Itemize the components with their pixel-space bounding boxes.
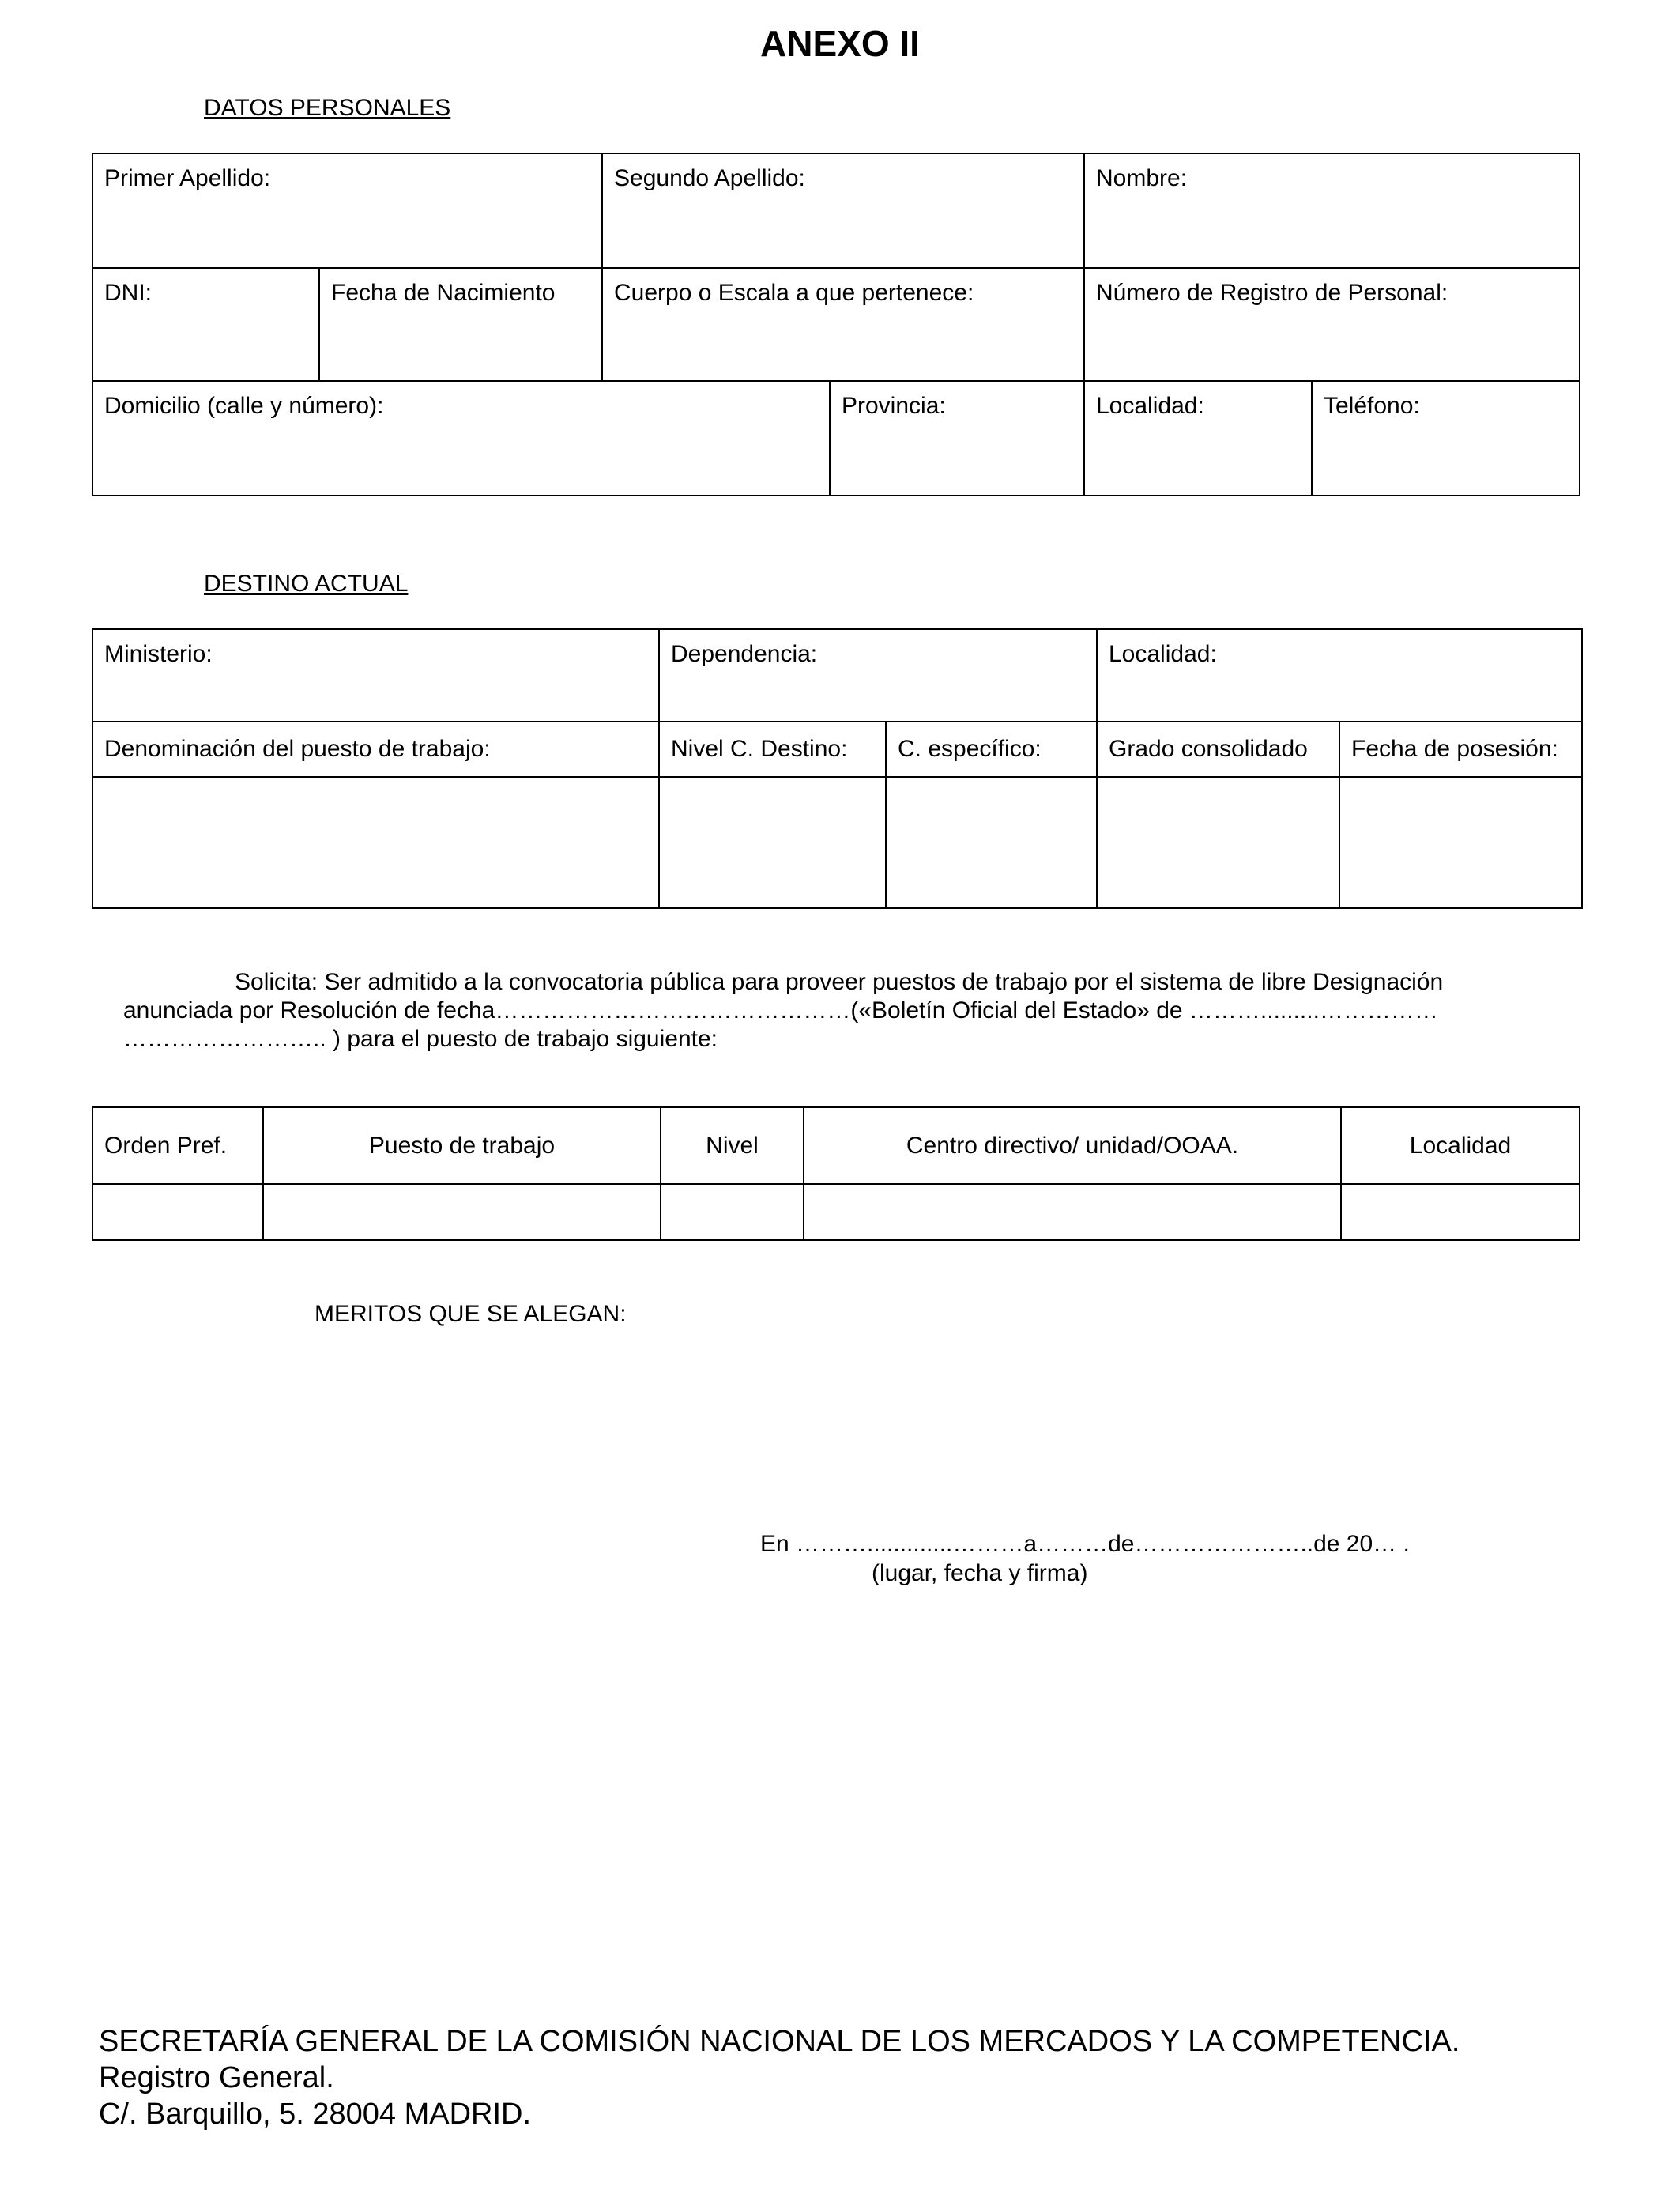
header-c-especifico	[886, 722, 1097, 777]
label-nivel-destino: Nivel C. Destino:	[671, 736, 848, 762]
firma-caption: (lugar, fecha y firma)	[872, 1560, 1088, 1586]
label-orden-pref: Orden Pref.	[104, 1132, 228, 1159]
section-heading-destino-actual: DESTINO ACTUAL	[204, 571, 409, 597]
label-nombre: Nombre:	[1096, 165, 1188, 191]
label-domicilio: Domicilio (calle y número):	[104, 393, 384, 419]
header-grado	[1097, 722, 1339, 777]
page-title: ANEXO II	[760, 23, 920, 64]
puestos-header-orden	[92, 1107, 263, 1184]
label-denominacion: Denominación del puesto de trabajo:	[104, 736, 491, 762]
label-cuerpo-escala: Cuerpo o Escala a que pertenece:	[614, 280, 974, 306]
field-nrp[interactable]	[1084, 268, 1580, 381]
solicita-line-1: Solicita: Ser admitido a la convocatoria pública para proveer puestos de trabajo por el sistema de libre Designación	[235, 969, 1444, 995]
puestos-header-nivel	[661, 1107, 804, 1184]
label-localidad: Localidad:	[1096, 393, 1204, 419]
label-ministerio: Ministerio:	[104, 641, 213, 667]
puestos-header-puesto	[263, 1107, 661, 1184]
field-segundo-apellido[interactable]	[602, 153, 1084, 268]
label-dependencia: Dependencia:	[671, 641, 818, 667]
field-cuerpo-escala[interactable]	[602, 268, 1084, 381]
footer-line-2: Registro General.	[99, 2061, 334, 2094]
field-domicilio[interactable]	[92, 381, 830, 496]
footer-line-3: C/. Barquillo, 5. 28004 MADRID.	[99, 2098, 532, 2131]
input-denominacion[interactable]	[92, 777, 659, 908]
label-primer-apellido: Primer Apellido:	[104, 165, 271, 191]
field-localidad-destino[interactable]	[1097, 629, 1582, 722]
field-primer-apellido[interactable]	[92, 153, 602, 268]
label-segundo-apellido: Segundo Apellido:	[614, 165, 805, 191]
label-nivel: Nivel	[706, 1132, 759, 1159]
label-puestos-localidad: Localidad	[1409, 1132, 1512, 1159]
puestos-input-nivel[interactable]	[661, 1184, 804, 1240]
puestos-input-localidad[interactable]	[1341, 1184, 1580, 1240]
label-puesto-trabajo: Puesto de trabajo	[368, 1132, 556, 1159]
puestos-input-puesto[interactable]	[263, 1184, 661, 1240]
section-heading-datos-personales: DATOS PERSONALES	[204, 95, 451, 121]
field-dependencia[interactable]	[659, 629, 1097, 722]
field-dni[interactable]	[92, 268, 319, 381]
label-localidad-destino: Localidad:	[1109, 641, 1217, 667]
input-nivel-destino[interactable]	[659, 777, 886, 908]
input-c-especifico[interactable]	[886, 777, 1097, 908]
label-dni: DNI:	[104, 280, 152, 306]
puestos-table	[92, 1106, 1580, 1241]
label-fecha-nacimiento: Fecha de Nacimiento	[331, 280, 556, 306]
label-telefono: Teléfono:	[1324, 393, 1420, 419]
firma-line: En ……….............………a………de…………………..de 20… .	[760, 1531, 1410, 1557]
field-telefono[interactable]	[1312, 381, 1580, 496]
datos-personales-table	[92, 153, 1580, 496]
input-grado[interactable]	[1097, 777, 1339, 908]
field-fecha-nacimiento[interactable]	[319, 268, 602, 381]
puestos-header-localidad	[1341, 1107, 1580, 1184]
input-fecha-posesion[interactable]	[1339, 777, 1582, 908]
puestos-header-centro	[804, 1107, 1341, 1184]
label-provincia: Provincia:	[842, 393, 946, 419]
solicita-line-2: anunciada por Resolución de fecha………………………………………(«Boletín Oficial del Estado» de ……….........……………	[123, 997, 1438, 1023]
label-fecha-posesion: Fecha de posesión:	[1351, 736, 1558, 762]
header-nivel-destino	[659, 722, 886, 777]
solicita-line-3: …………………….. ) para el puesto de trabajo siguiente:	[123, 1026, 718, 1052]
label-grado: Grado consolidado	[1109, 736, 1308, 762]
field-ministerio[interactable]	[92, 629, 659, 722]
meritos-heading: MERITOS QUE SE ALEGAN:	[315, 1301, 627, 1327]
header-fecha-posesion	[1339, 722, 1582, 777]
header-denominacion	[92, 722, 659, 777]
label-nrp: Número de Registro de Personal:	[1096, 280, 1448, 306]
field-provincia[interactable]	[830, 381, 1084, 496]
footer-line-1: SECRETARÍA GENERAL DE LA COMISIÓN NACIONAL DE LOS MERCADOS Y LA COMPETENCIA.	[99, 2025, 1460, 2058]
puestos-input-centro[interactable]	[804, 1184, 1341, 1240]
puestos-input-orden[interactable]	[92, 1184, 263, 1240]
destino-actual-table	[92, 628, 1583, 909]
label-centro-directivo: Centro directivo/ unidad/OOAA.	[906, 1132, 1239, 1159]
field-nombre[interactable]	[1084, 153, 1580, 268]
label-c-especifico: C. específico:	[898, 736, 1042, 762]
field-localidad[interactable]	[1084, 381, 1312, 496]
